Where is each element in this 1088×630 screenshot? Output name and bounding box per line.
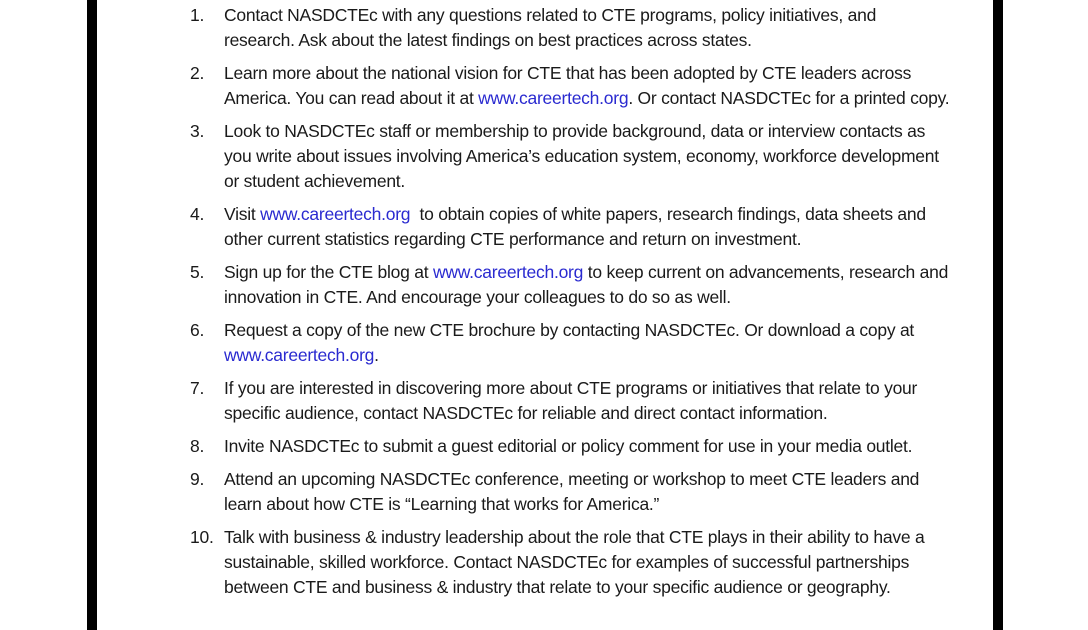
- item-text: Contact NASDCTEc with any questions related to CTE programs, policy initiatives, and research. Ask about the latest findings on best practices across states.: [224, 5, 877, 50]
- item-number: 5.: [190, 262, 205, 282]
- item-text: Look to NASDCTEc staff or membership to provide background, data or interview contacts as you write about issues involving America’s education system, economy, workforce development or student achievement.: [224, 121, 939, 191]
- list-item-10: [190, 525, 950, 600]
- item-text: If you are interested in discovering more about CTE programs or initiatives that relate to your specific audience, contact NASDCTEc for reliable and direct contact information.: [224, 378, 918, 423]
- list-item-2: [190, 61, 950, 111]
- list-item-4: [190, 202, 950, 252]
- item-number: 6.: [190, 320, 205, 340]
- careertech-link[interactable]: www.careertech.org: [224, 345, 375, 365]
- item-text: Talk with business & industry leadership about the role that CTE plays in their ability to have a sustainable, skilled workforce. Contact NASDCTEc for examples of successful partnerships between CTE and business & industry that relate to your specific audience or geography.: [224, 527, 925, 597]
- item-number: 2.: [190, 63, 205, 83]
- list-item-5: [190, 260, 950, 310]
- item-text: Sign up for the CTE blog at www.careertech.org to keep current on advancements, research and innovation in CTE. And encourage your colleagues to do so as well.: [224, 262, 949, 307]
- item-text: Request a copy of the new CTE brochure by contacting NASDCTEc. Or download a copy at www.careertech.org.: [224, 320, 915, 365]
- right-border-bar: [993, 0, 1003, 630]
- item-number: 9.: [190, 469, 205, 489]
- item-text: Attend an upcoming NASDCTEc conference, meeting or workshop to meet CTE leaders and learn about how CTE is “Learning that works for America.”: [224, 469, 920, 514]
- item-number: 7.: [190, 378, 205, 398]
- item-number: 3.: [190, 121, 205, 141]
- item-text: Invite NASDCTEc to submit a guest editorial or policy comment for use in your media outlet.: [224, 436, 913, 456]
- careertech-link[interactable]: www.careertech.org: [260, 204, 411, 224]
- list-item-1: [190, 3, 950, 53]
- list-item-3: [190, 119, 950, 194]
- list-item-9: [190, 467, 950, 517]
- item-number: 4.: [190, 204, 205, 224]
- item-number: 1.: [190, 5, 205, 25]
- careertech-link[interactable]: www.careertech.org: [478, 88, 629, 108]
- left-border-bar: [87, 0, 97, 630]
- list-item-8: [190, 434, 950, 459]
- item-number: 10.: [190, 527, 214, 547]
- item-text: Visit www.careertech.org to obtain copies of white papers, research findings, data sheets and other current statistics regarding CTE performance and return on investment.: [224, 204, 931, 249]
- list-item-7: [190, 376, 950, 426]
- item-text: Learn more about the national vision for CTE that has been adopted by CTE leaders across America. You can read about it at www.careertech.org. Or contact NASDCTEc for a printed copy.: [224, 63, 950, 108]
- item-number: 8.: [190, 436, 205, 456]
- list-item-6: [190, 318, 950, 368]
- careertech-link[interactable]: www.careertech.org: [432, 262, 584, 282]
- tips-list: [190, 3, 950, 608]
